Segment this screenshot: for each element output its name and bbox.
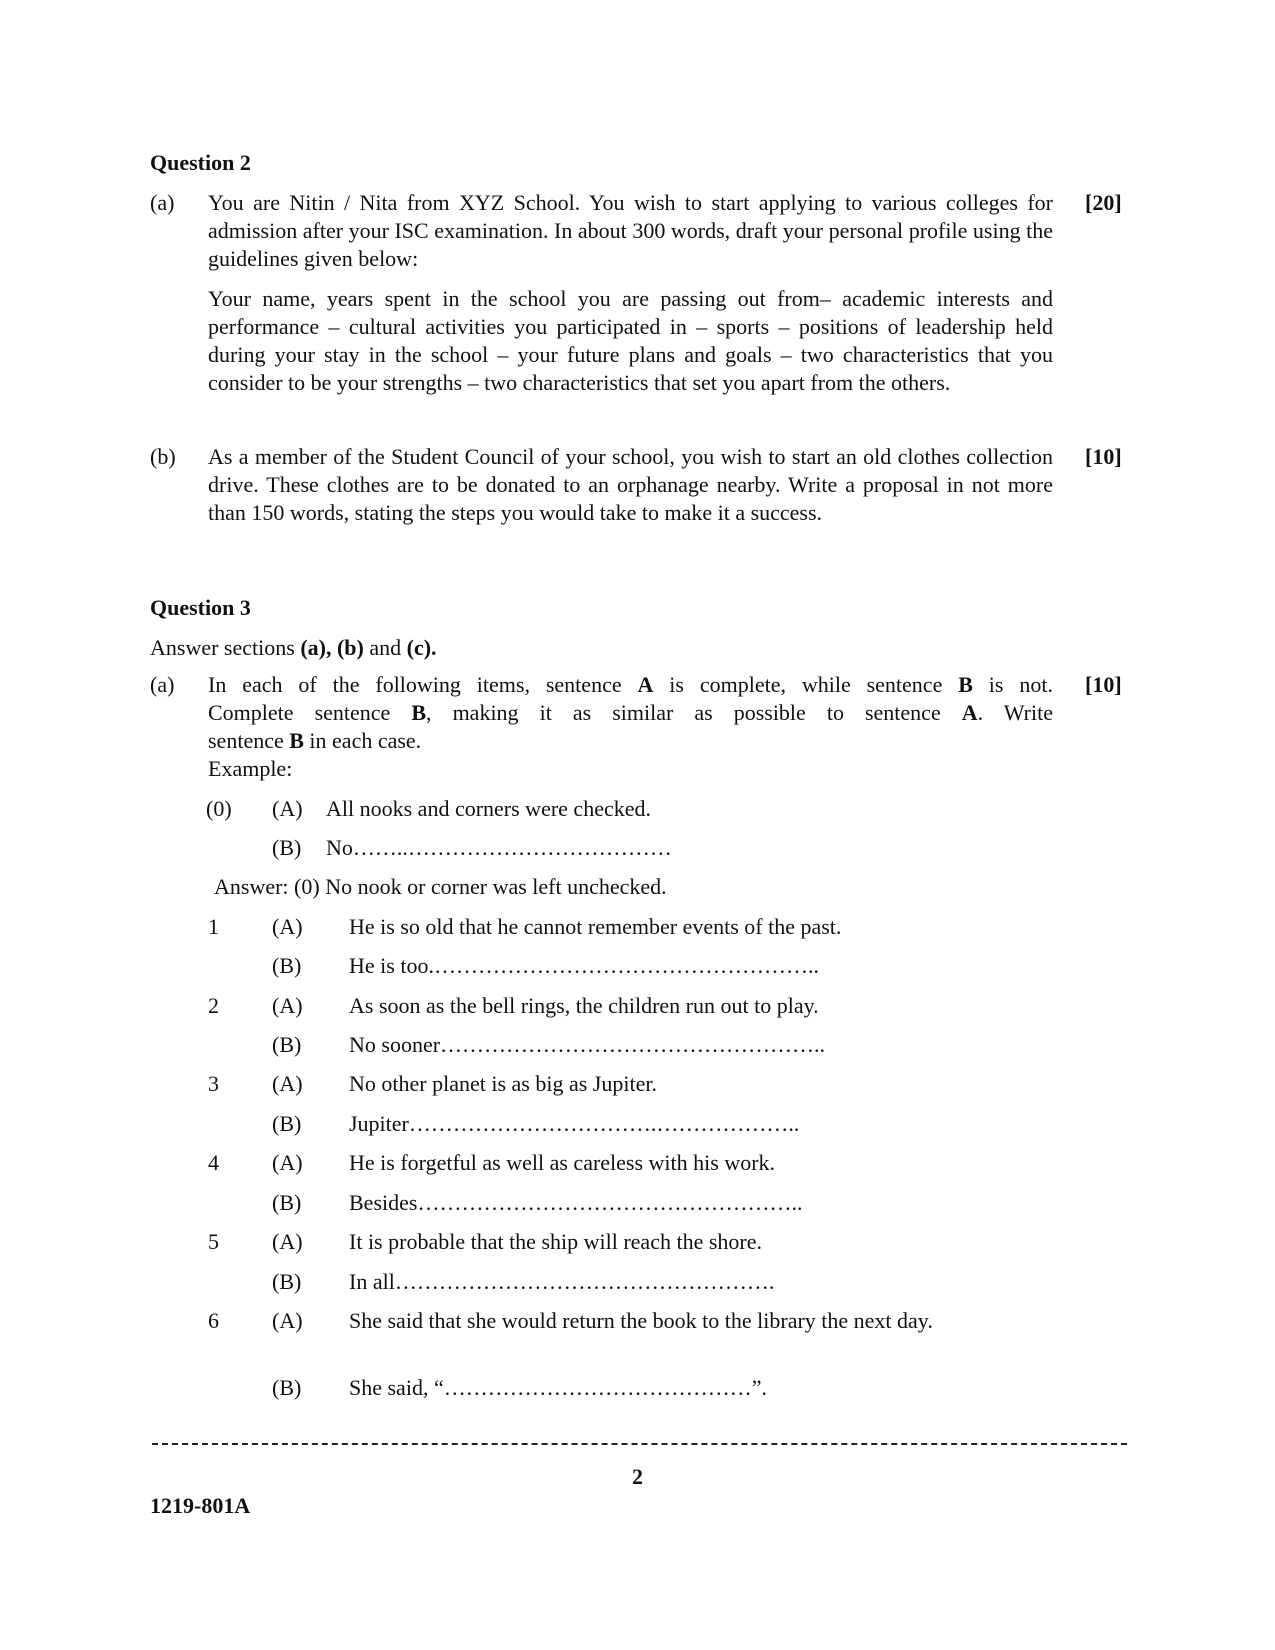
item-B-label: (B) xyxy=(272,1190,302,1215)
q3-a-line2-A: A xyxy=(961,700,978,725)
item-number: 4 xyxy=(208,1150,219,1175)
item-B-label: (B) xyxy=(272,1375,302,1400)
q2-a-label: (a) xyxy=(150,190,175,215)
q2-a-marks: [20] xyxy=(1085,190,1122,215)
item-number: 6 xyxy=(208,1308,219,1333)
item-A-text: He is so old that he cannot remember events of the past. xyxy=(349,914,842,939)
item-number: 5 xyxy=(208,1229,219,1254)
example-A-label: (A) xyxy=(272,796,303,821)
item-A-label: (A) xyxy=(272,1071,303,1096)
example-A-text: All nooks and corners were checked. xyxy=(326,796,651,821)
item-B-text: No sooner…………………………………………….. xyxy=(349,1032,826,1057)
q3-instruction-c: (c). xyxy=(406,635,437,660)
q3-a-line1 xyxy=(208,671,1053,699)
example-B-text: No……..……………………………… xyxy=(326,835,672,860)
item-B-label: (B) xyxy=(272,1111,302,1136)
question-2-heading: Question 2 xyxy=(150,150,251,175)
q2-a-para1: You are Nitin / Nita from XYZ School. You wish to start applying to various colleges for admission after your ISC examination. In about 300 words, draft your personal profile using the guidelines given below: xyxy=(208,190,1053,271)
q3-a-line2-B: B xyxy=(411,700,427,725)
example-answer: Answer: (0) No nook or corner was left unchecked. xyxy=(214,874,667,899)
item-A-label: (A) xyxy=(272,914,303,939)
q3-instruction-prefix: Answer sections xyxy=(150,635,301,660)
q2-b-label: (b) xyxy=(150,444,176,469)
item-A-text: He is forgetful as well as careless with his work. xyxy=(349,1150,776,1175)
q3-instruction xyxy=(150,634,437,662)
q3-a-line1-mid: is complete, while sentence xyxy=(653,672,959,697)
item-B-label: (B) xyxy=(272,1032,302,1057)
item-A-label: (A) xyxy=(272,993,303,1018)
item-A-label: (A) xyxy=(272,1308,303,1333)
item-number: 3 xyxy=(208,1071,219,1096)
q3-a-line3-pre: sentence xyxy=(208,728,290,753)
item-A-text: As soon as the bell rings, the children run out to play. xyxy=(349,993,819,1018)
q2-b-text xyxy=(208,443,1053,527)
q3-a-line3 xyxy=(208,727,421,755)
q3-a-line1-A: A xyxy=(637,672,654,697)
q3-a-marks: [10] xyxy=(1085,672,1122,697)
q3-a-line2-pre: Complete sentence xyxy=(208,700,412,725)
item-B-text: Besides…………………………………………….. xyxy=(349,1190,803,1215)
paper-code: 1219-801A xyxy=(150,1493,251,1518)
q3-a-line3-post: in each case. xyxy=(303,728,422,753)
item-A-text: She said that she would return the book to the library the next day. xyxy=(349,1308,933,1333)
item-number: 1 xyxy=(208,914,219,939)
q3-a-line1-B: B xyxy=(958,672,973,697)
q3-instruction-a: (a), xyxy=(300,635,332,660)
item-B-label: (B) xyxy=(272,953,302,978)
item-A-label: (A) xyxy=(272,1150,303,1175)
q3-a-example-label: Example: xyxy=(208,756,293,781)
q3-a-line2-post: . Write xyxy=(977,700,1053,725)
item-B-text: In all……………………………………………. xyxy=(349,1269,775,1294)
q2-a-para2: Your name, years spent in the school you are passing out from– academic interests and performance – cultural activities you participated in – sports – positions of leadership held during your stay in the school – your future plans and goals – two characteristics that you consider to be your strengths – two characteristics that set you apart from the others. xyxy=(208,286,1053,395)
item-A-text: No other planet is as big as Jupiter. xyxy=(349,1071,657,1096)
item-A-label: (A) xyxy=(272,1229,303,1254)
item-A-text: It is probable that the ship will reach the shore. xyxy=(349,1229,762,1254)
q3-a-line2 xyxy=(208,699,1053,727)
item-B-text: He is too.…………………………………………….. xyxy=(349,953,819,978)
q3-a-line2-mid: , making it as similar as possible to sentence xyxy=(426,700,962,725)
q3-a-line3-B: B xyxy=(289,728,304,753)
page-number: 2 xyxy=(632,1464,643,1489)
q2-b-para: As a member of the Student Council of your school, you wish to start an old clothes collection drive. These clothes are to be donated to an orphanage nearby. Write a proposal in not more than 150 words, stating the steps you would take to make it a success. xyxy=(208,444,1053,525)
q2-a-text xyxy=(208,189,1053,397)
footer-divider xyxy=(152,1443,1127,1445)
q3-a-line1-pre: In each of the following items, sentence xyxy=(208,672,638,697)
item-B-text: She said, “……………………………………”. xyxy=(349,1375,767,1400)
example-B-label: (B) xyxy=(272,835,302,860)
q3-instruction-and: and xyxy=(363,635,407,660)
q3-instruction-b: (b) xyxy=(336,635,364,660)
item-B-text: Jupiter…………………………….……………….. xyxy=(349,1111,800,1136)
q3-a-label: (a) xyxy=(150,672,175,697)
example-num: (0) xyxy=(206,796,232,821)
item-number: 2 xyxy=(208,993,219,1018)
q3-a-line1-post: is not. xyxy=(972,672,1053,697)
item-B-label: (B) xyxy=(272,1269,302,1294)
q2-b-marks: [10] xyxy=(1085,444,1122,469)
question-3-heading: Question 3 xyxy=(150,595,251,620)
